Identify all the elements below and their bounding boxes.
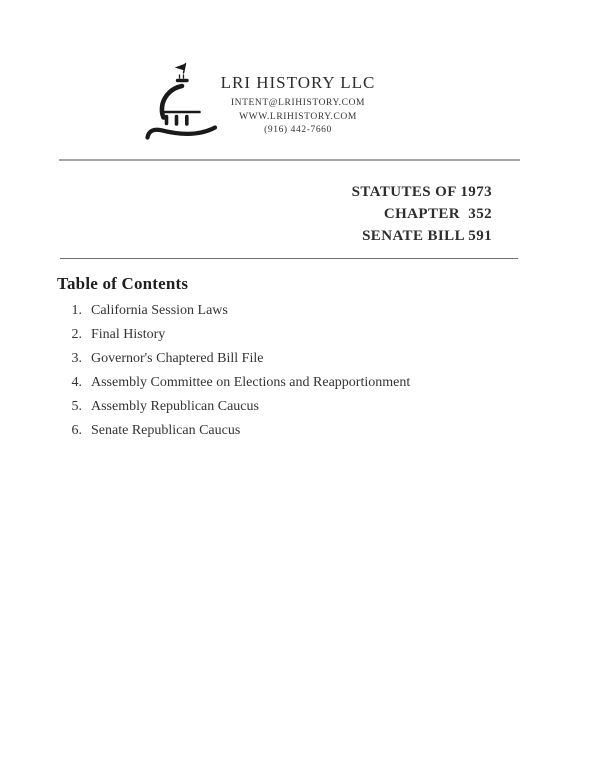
contact-website: WWW.LRIHISTORY.COM — [239, 111, 357, 122]
toc-item-number: 6. — [71, 423, 82, 438]
toc-item-label: Assembly Republican Caucus — [91, 399, 259, 414]
toc-item-number: 3. — [71, 351, 82, 366]
senate-bill-line: SENATE BILL 591 — [362, 228, 492, 244]
toc-item-number: 4. — [71, 375, 82, 390]
capitol-dome-icon — [145, 57, 220, 142]
toc-item — [60, 376, 410, 390]
contact-phone: (916) 442-7660 — [264, 125, 332, 135]
company-name: LRI HISTORY LLC — [220, 73, 376, 92]
contact-email: INTENT@LRIHISTORY.COM — [230, 98, 366, 108]
letterhead — [210, 72, 386, 138]
statute-reference — [352, 181, 492, 247]
horizontal-rule-middle — [60, 258, 518, 259]
toc-item-label: California Session Laws — [91, 303, 228, 318]
toc-item-number: 2. — [71, 327, 82, 342]
toc-item-label: Senate Republican Caucus — [91, 423, 241, 438]
toc-item — [60, 328, 410, 342]
chapter-line: CHAPTER 352 — [383, 206, 492, 222]
toc-item — [60, 304, 410, 318]
statutes-line: STATUTES OF 1973 — [351, 184, 492, 200]
toc-item — [60, 424, 410, 438]
toc-item-number: 1. — [71, 303, 82, 318]
toc-title: Table of Contents — [57, 274, 189, 293]
toc-item-label: Governor's Chaptered Bill File — [91, 351, 264, 366]
toc-item-label: Assembly Committee on Elections and Reapportionment — [91, 375, 411, 390]
horizontal-rule-top — [59, 159, 520, 161]
toc-item — [60, 352, 410, 366]
toc-item-number: 5. — [71, 399, 82, 414]
toc-item — [60, 400, 410, 414]
toc-list — [60, 304, 410, 448]
toc-item-label: Final History — [91, 327, 166, 342]
